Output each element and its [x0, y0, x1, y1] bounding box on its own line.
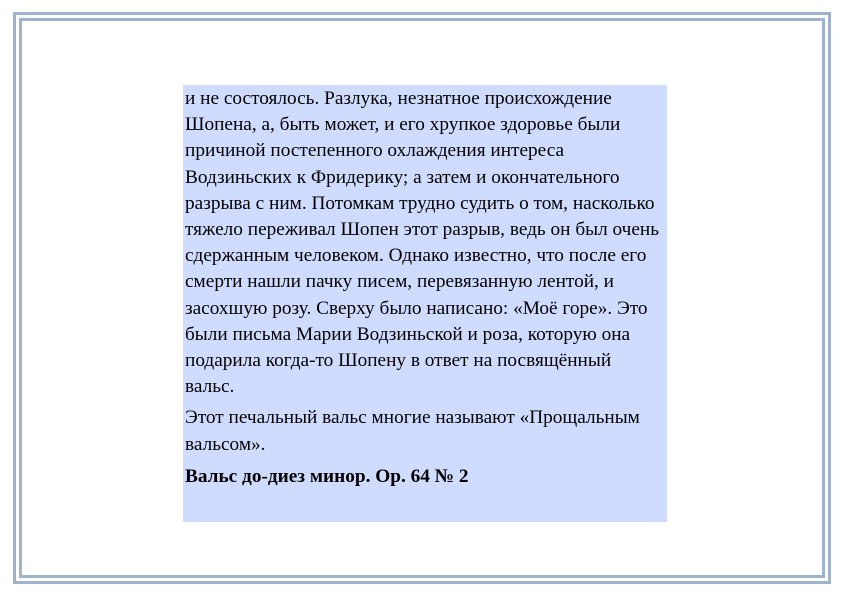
waltz-title: Вальс до-диез минор. Ор. 64 № 2 [185, 465, 469, 487]
text-block [183, 85, 667, 522]
paragraph-story: и не состоялось. Разлука, незнатное происхождение Шопена, а, быть может, и его хрупкое здоровье были причиной постепенного охлаждения интереса Водзиньских к Фридерику; а затем и окончательного разрыва с ним. Потомкам трудно судить о том, насколько тяжело переживал Шопен этот разрыв, ведь он был очень сдержанным человеком. Однако известно, что после его смерти нашли пачку писем, перевязанную лентой, и засохшую розу. Сверху было написано: «Моё горе». Это были письма Марии Водзиньской и роза, которую она подарила когда-то Шопену в ответ на посвящённый вальс. [185, 88, 660, 398]
paragraph-farewell-waltz: Этот печальный вальс многие называют «Прощальным вальсом». [185, 407, 640, 455]
